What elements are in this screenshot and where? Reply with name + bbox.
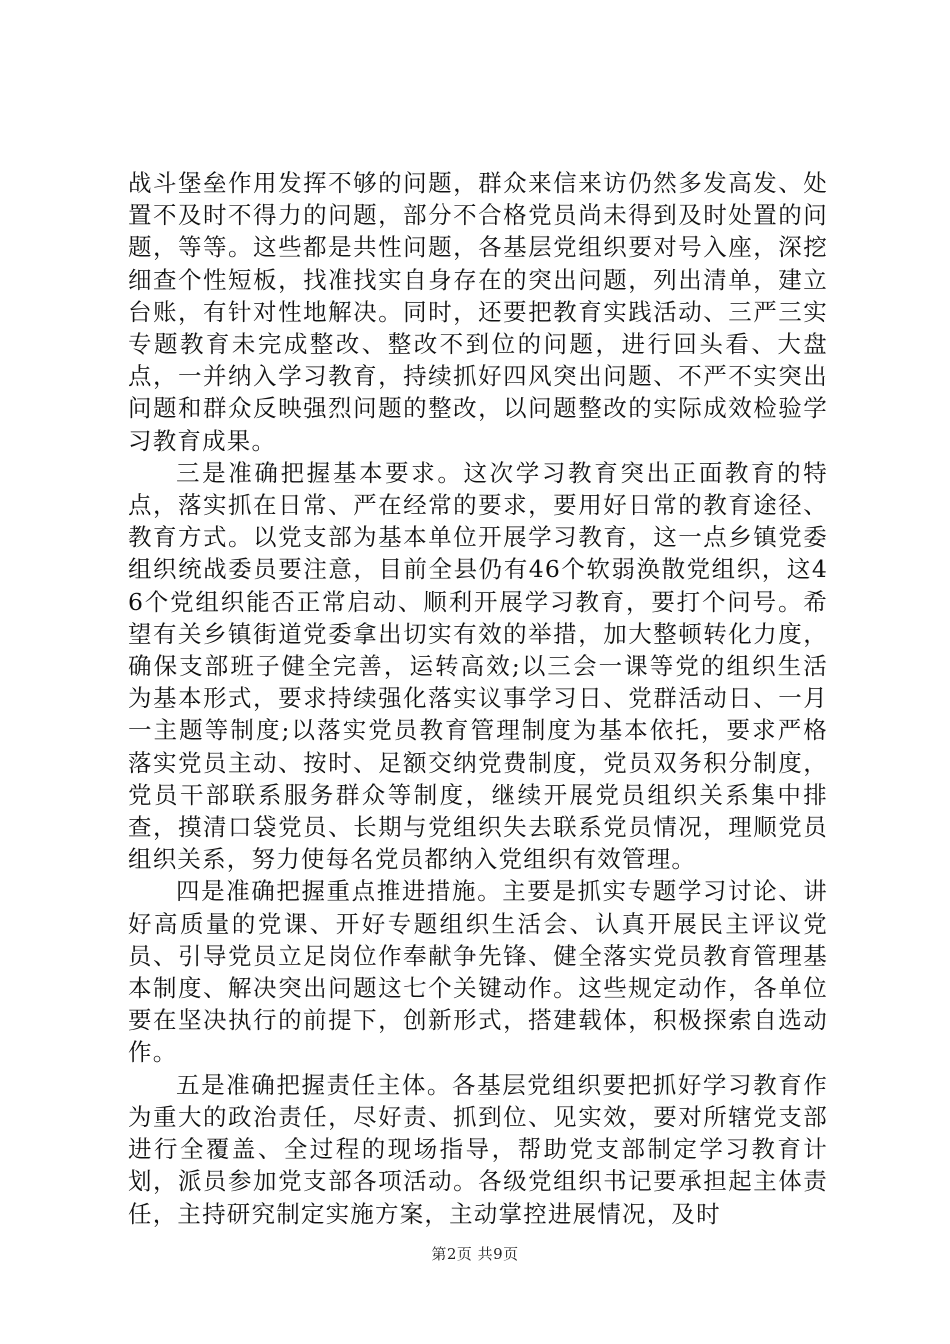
paragraph-point-four: 四是准确把握重点推进措施。主要是抓实专题学习讨论、讲好高质量的党课、开好专题组织生活会、认真开展民主评议党员、引导党员立足岗位作奉献争先锋、健全落实党员教育管理基本制度、解决突出问题这七个关键动作。这些规定动作，各单位要在坚决执行的前提下，创新形式，搭建载体，积极探索自选动作。: [128, 877, 828, 1067]
paragraph-continued: 战斗堡垒作用发挥不够的问题，群众来信来访仍然多发高发、处置不及时不得力的问题，部分不合格党员尚未得到及时处置的问题，等等。这些都是共性问题，各基层党组织要对号入座，深挖细查个性短板，找准找实自身存在的突出问题，列出清单，建立台账，有针对性地解决。同时，还要把教育实践活动、三严三实专题教育未完成整改、整改不到位的问题，进行回头看、大盘点，一并纳入学习教育，持续抓好四风突出问题、不严不实突出问题和群众反映强烈问题的整改，以问题整改的实际成效检验学习教育成果。: [128, 169, 828, 455]
paragraph-point-five: 五是准确把握责任主体。各基层党组织要把抓好学习教育作为重大的政治责任，尽好责、抓到位、见实效，要对所辖党支部进行全覆盖、全过程的现场指导，帮助党支部制定学习教育计划，派员参加党支部各项活动。各级党组织书记要承担起主体责任，主持研究制定实施方案，主动掌控进展情况，及时: [128, 1070, 828, 1228]
document-body: [128, 167, 828, 1230]
page-number-footer: 第2页 共9页: [431, 1245, 519, 1263]
paragraph-point-three: 三是准确把握基本要求。这次学习教育突出正面教育的特点，落实抓在日常、严在经常的要求，要用好日常的教育途径、教育方式。以党支部为基本单位开展学习教育，这一点乡镇党委组织统战委员要注意，目前全县仍有46个软弱涣散党组织，这46个党组织能否正常启动、顺利开展学习教育，要打个问号。希望有关乡镇街道党委拿出切实有效的举措，加大整顿转化力度，确保支部班子健全完善，运转高效;以三会一课等党的组织生活为基本形式，要求持续强化落实议事学习日、党群活动日、一月一主题等制度;以落实党员教育管理制度为基本依托，要求严格落实党员主动、按时、足额交纳党费制度，党员双务积分制度，党员干部联系服务群众等制度，继续开展党员组织关系集中排查，摸清口袋党员、长期与党组织失去联系党员情况，理顺党员组织关系，努力使每名党员都纳入党组织有效管理。: [128, 458, 828, 874]
